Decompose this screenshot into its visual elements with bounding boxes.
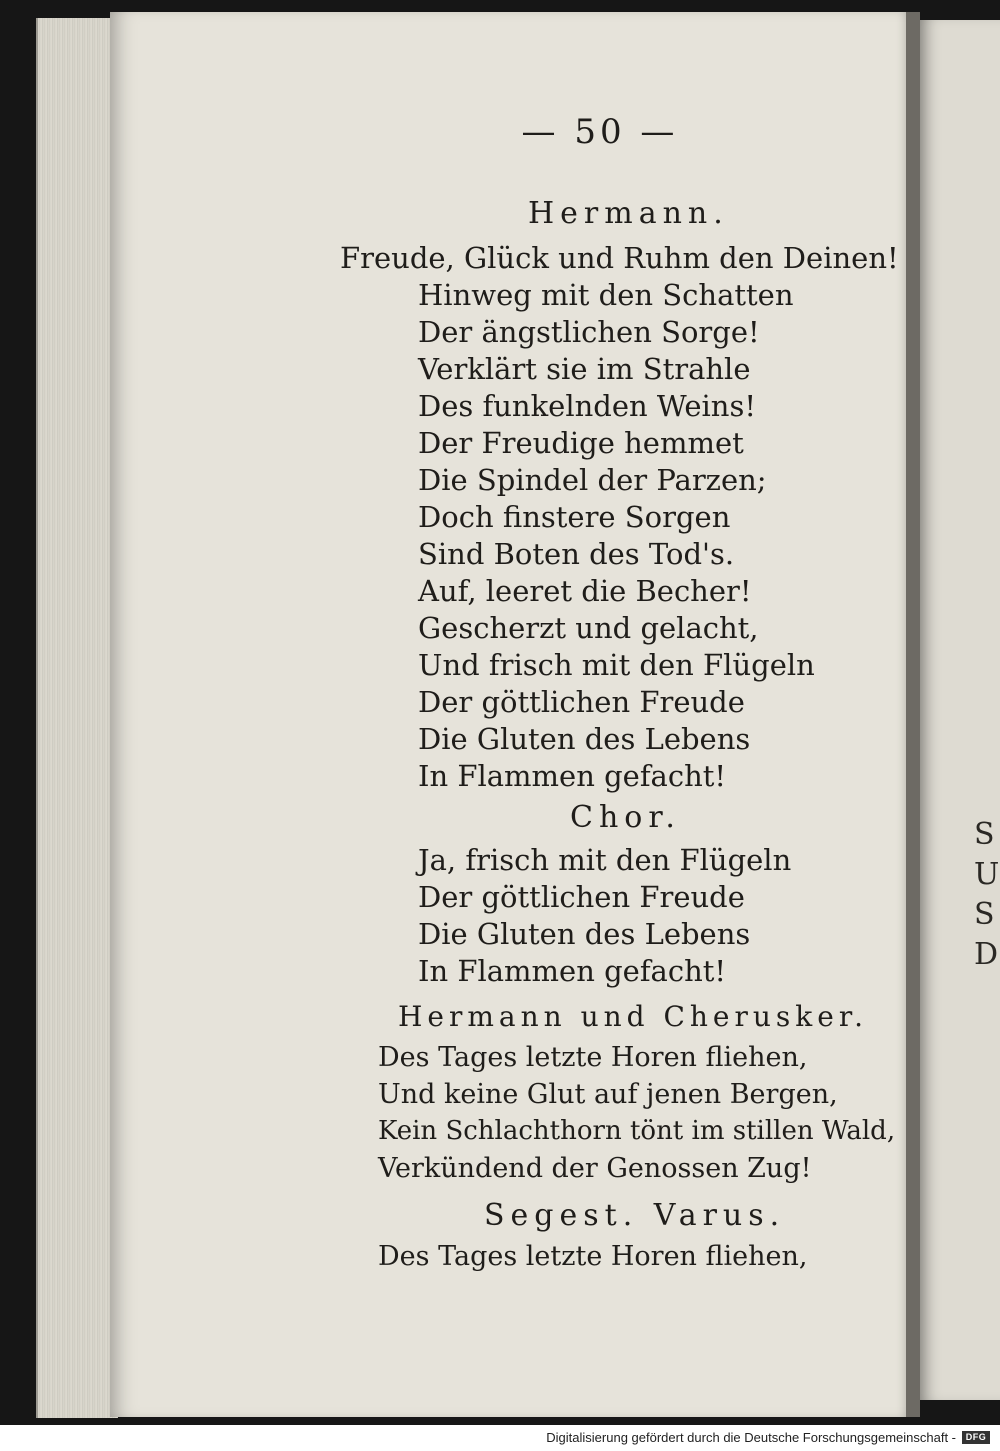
- verse-line: Hinweg mit den Schatten: [418, 278, 794, 312]
- verse-line: Kein Schlachthorn tönt im stillen Wald,: [378, 1116, 896, 1146]
- verse-line: Der göttlichen Freude: [418, 880, 745, 914]
- verse-line: Der ängstlichen Sorge!: [418, 315, 760, 349]
- verse-line: Des funkelnden Weins!: [418, 389, 757, 423]
- speaker-heading: Hermann und Cherusker.: [398, 1000, 869, 1033]
- verse-line: Ja, frisch mit den Flügeln: [418, 843, 792, 877]
- next-page-edge: [920, 20, 1000, 1400]
- verse-line: Verkündend der Genossen Zug!: [378, 1153, 812, 1184]
- page-edges: [36, 18, 118, 1418]
- footer-credit: Digitalisierung gefördert durch die Deutsche Forschungsgemeinschaft -: [546, 1430, 956, 1445]
- verse-line: Verklärt sie im Strahle: [418, 352, 751, 386]
- next-page-fragment: S: [974, 817, 995, 852]
- speaker-heading: Hermann.: [528, 196, 729, 231]
- verse-line: Des Tages letzte Horen fliehen,: [378, 1042, 808, 1073]
- verse-line: Die Gluten des Lebens: [418, 722, 751, 756]
- verse-line: Die Gluten des Lebens: [418, 917, 751, 951]
- next-page-fragment: D: [974, 937, 999, 972]
- verse-line: Der göttlichen Freude: [418, 685, 745, 719]
- verse-line: Gescherzt und gelacht,: [418, 611, 759, 645]
- verse-line: Der Freudige hemmet: [418, 426, 744, 460]
- next-page-fragment: U: [974, 857, 1000, 892]
- verse-line: Doch finstere Sorgen: [418, 500, 731, 534]
- speaker-heading: Chor.: [570, 800, 681, 835]
- verse-line: Freude, Glück und Ruhm den Deinen!: [340, 241, 899, 275]
- verse-line: In Flammen gefacht!: [418, 954, 727, 988]
- book-gutter: [906, 12, 920, 1417]
- verse-line: Und frisch mit den Flügeln: [418, 648, 815, 682]
- verse-line: Die Spindel der Parzen;: [418, 463, 767, 497]
- verse-line: Und keine Glut auf jenen Bergen,: [378, 1079, 838, 1110]
- page-number: — 50 —: [521, 112, 679, 152]
- speaker-heading: Segest. Varus.: [484, 1198, 786, 1233]
- verse-line: Auf, leeret die Becher!: [418, 574, 752, 608]
- verse-line: Sind Boten des Tod's.: [418, 537, 735, 571]
- next-page-fragment: S: [974, 897, 995, 932]
- verse-line: Des Tages letzte Horen fliehen,: [378, 1241, 808, 1272]
- verse-line: In Flammen gefacht!: [418, 759, 727, 793]
- dfg-logo: DFG: [962, 1431, 990, 1444]
- digitization-footer: [0, 1425, 1000, 1451]
